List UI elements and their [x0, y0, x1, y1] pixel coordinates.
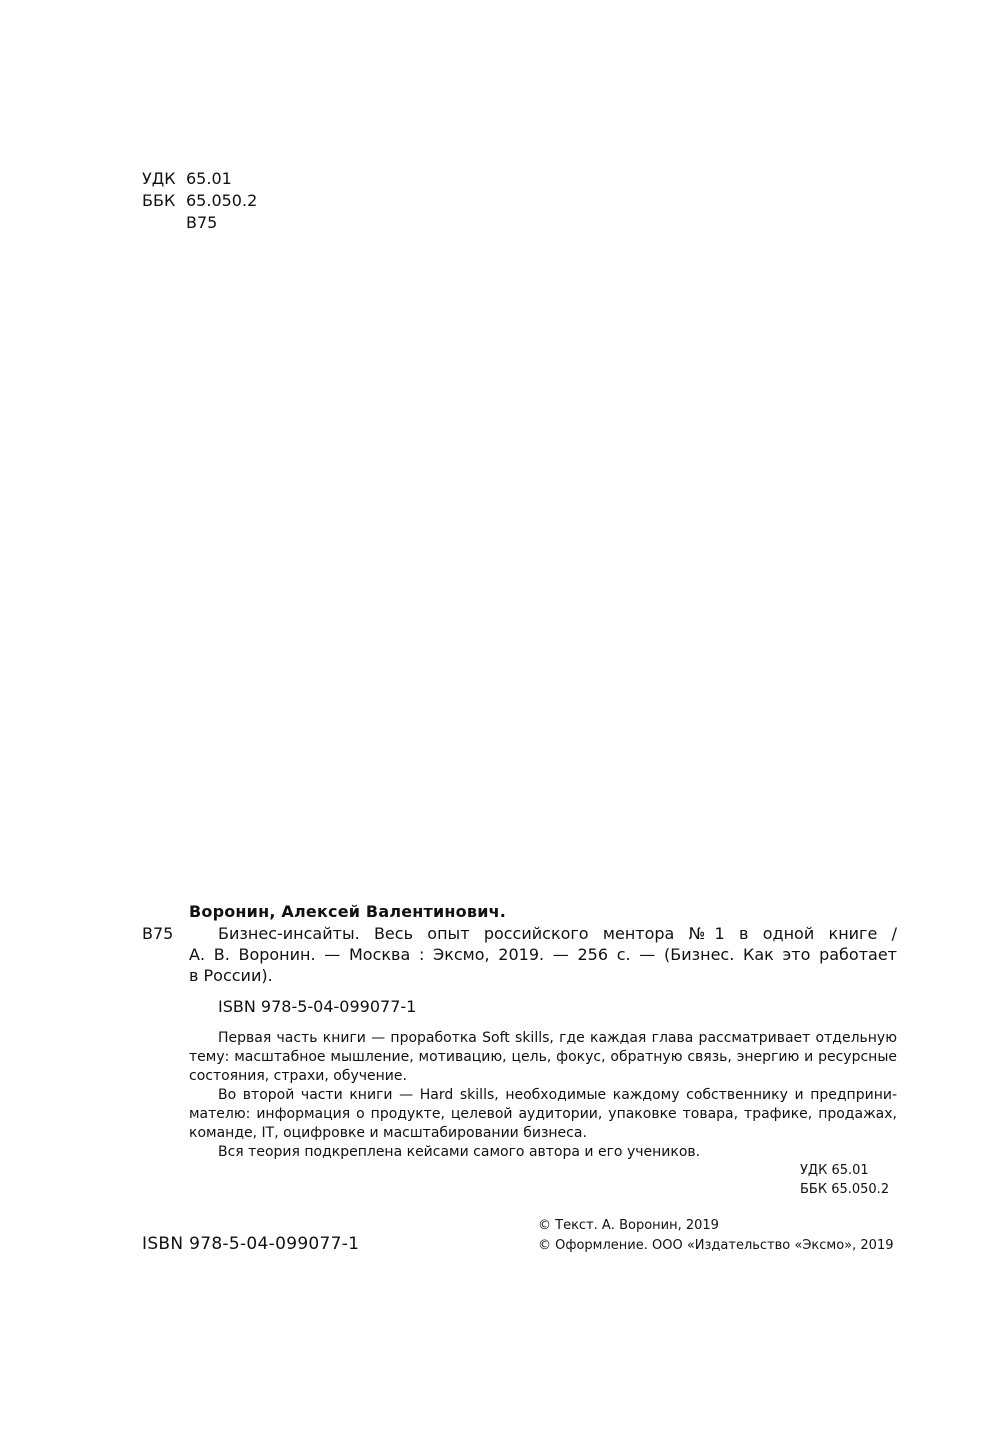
udk-row — [142, 168, 257, 190]
annotation-line: Первая часть книги — проработка Soft skills, где каждая глава рассматривает отдельную — [218, 1030, 897, 1046]
bbk-row — [142, 190, 257, 212]
bibliography-line: А. В. Воронин. — Москва : Эксмо, 2019. — 256 с. — (Бизнес. Как это работает — [189, 945, 897, 964]
card-isbn: ISBN 978-5-04-099077-1 — [218, 997, 417, 1016]
card-classification — [800, 1161, 889, 1199]
udk-value: 65.01 — [186, 169, 232, 188]
annotation-line: Вся теория подкреплена кейсами самого автора и его учеников. — [218, 1144, 701, 1160]
bibliography-line: Бизнес-инсайты. Весь опыт российского ментора №1 в одной книге / — [218, 924, 897, 943]
bbk-label: ББК — [142, 191, 176, 210]
annotation-line: мателю: информация о продукте, целевой аудитории, упаковке товара, трафике, продажах, — [189, 1106, 897, 1122]
annotation-line: тему: масштабное мышление, мотивацию, цель, фокус, обратную связь, энергию и ресурсные — [189, 1049, 897, 1065]
copyright-block — [538, 1216, 894, 1256]
annotation — [189, 1029, 897, 1162]
card-bbk: ББК 65.050.2 — [800, 1182, 890, 1197]
card-author-mark: В75 — [142, 924, 174, 943]
author-mark-row — [142, 212, 257, 234]
card-udk: УДК 65.01 — [800, 1163, 869, 1178]
annotation-line: состояния, страхи, обучение. — [189, 1068, 407, 1084]
annotation-line: команде, IT, оцифровке и масштабировании бизнеса. — [189, 1125, 587, 1141]
copyright-text: © Текст. А. Воронин, 2019 — [538, 1218, 719, 1233]
annotation-line: Во второй части книги — Hard skills, необходимые каждому собственнику и предприни- — [218, 1087, 897, 1103]
copyright-design: © Оформление. ООО «Издательство «Эксмо», 2019 — [538, 1238, 894, 1253]
footer-isbn: ISBN 978-5-04-099077-1 — [142, 1234, 360, 1254]
bibliography-line: в России). — [189, 966, 273, 985]
top-classification — [142, 168, 257, 234]
author-name: Воронин, Алексей Валентинович. — [189, 902, 507, 921]
author-mark: В75 — [186, 213, 218, 232]
bbk-value: 65.050.2 — [186, 191, 258, 210]
udk-label: УДК — [142, 169, 176, 188]
bibliographic-description — [189, 923, 897, 986]
